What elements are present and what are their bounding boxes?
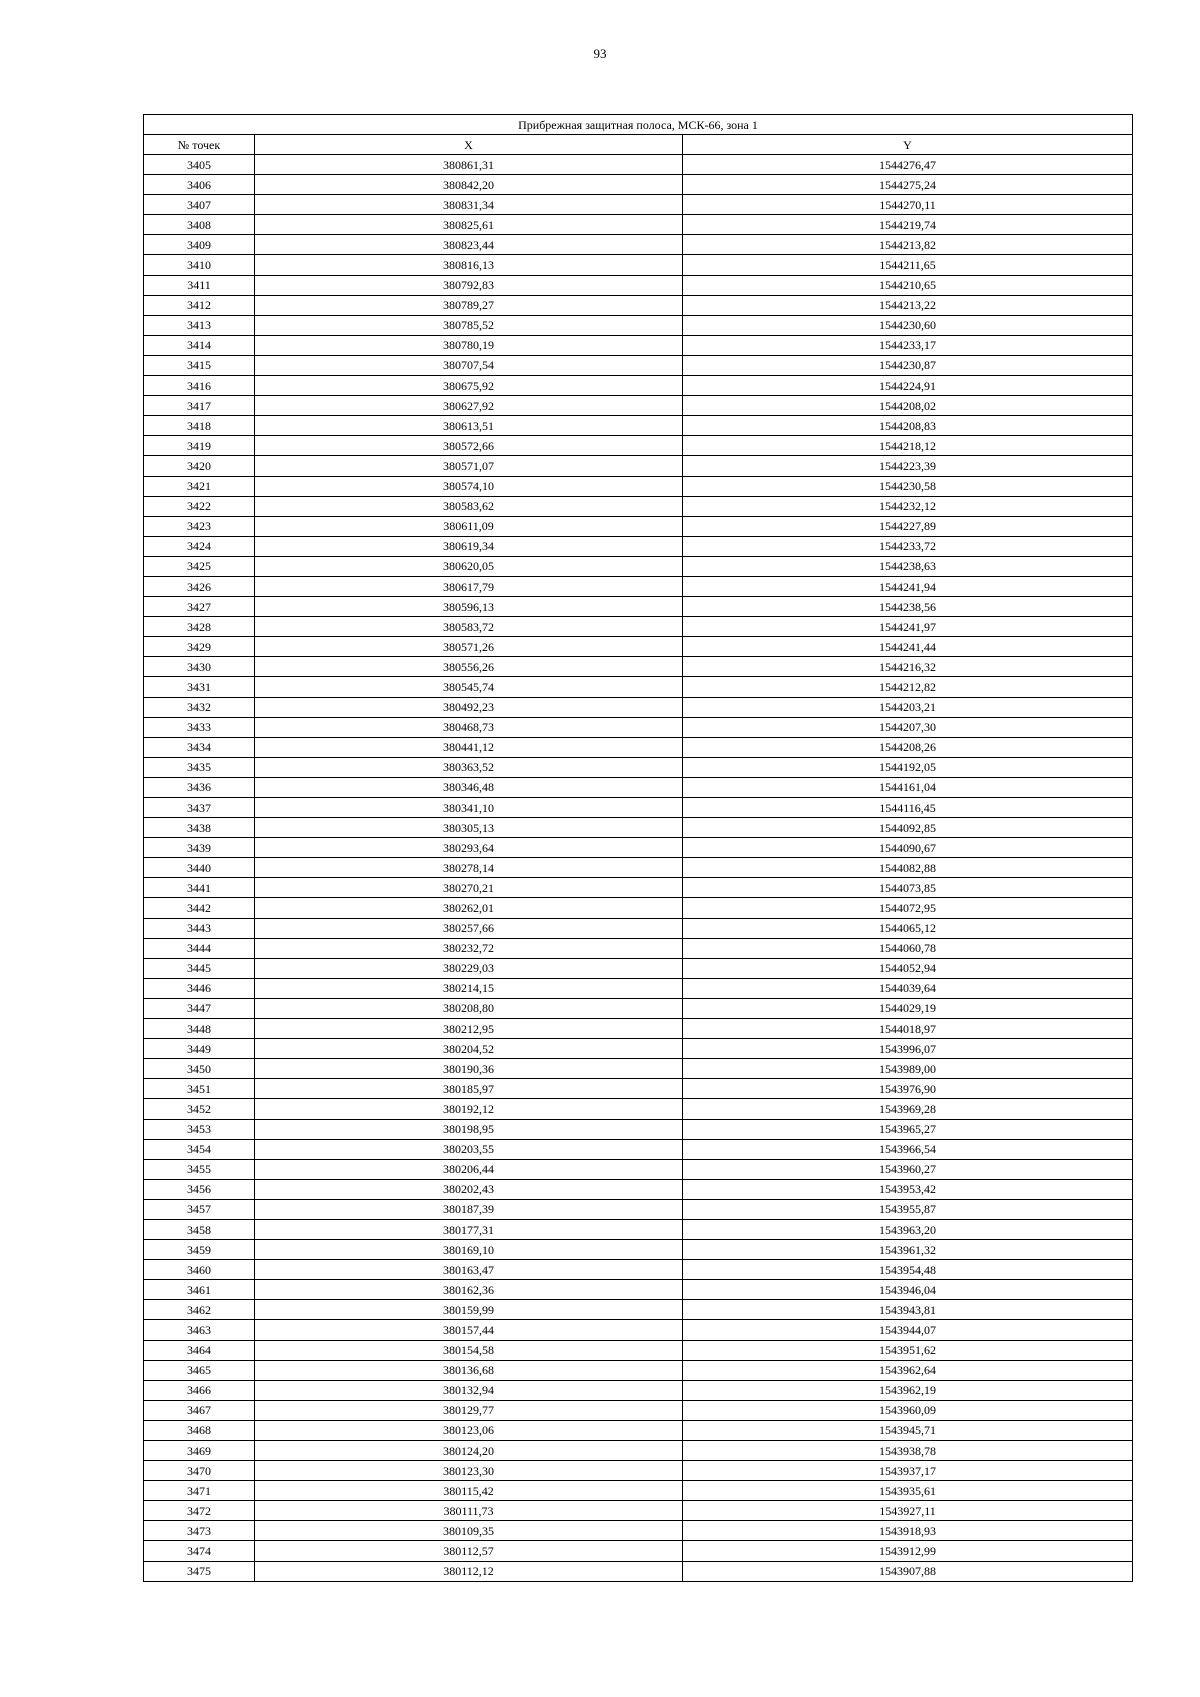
table-row bbox=[144, 195, 1133, 215]
table-row bbox=[144, 1481, 1133, 1501]
cell-x: 380341,10 bbox=[255, 798, 683, 818]
cell-point-number: 3439 bbox=[144, 838, 255, 858]
cell-y: 1543960,09 bbox=[683, 1400, 1133, 1420]
cell-y: 1543944,07 bbox=[683, 1320, 1133, 1340]
cell-y: 1543969,28 bbox=[683, 1099, 1133, 1119]
cell-x: 380825,61 bbox=[255, 215, 683, 235]
cell-x: 380129,77 bbox=[255, 1400, 683, 1420]
table-row bbox=[144, 858, 1133, 878]
table-row bbox=[144, 295, 1133, 315]
cell-y: 1544090,67 bbox=[683, 838, 1133, 858]
cell-point-number: 3409 bbox=[144, 235, 255, 255]
table-row bbox=[144, 335, 1133, 355]
cell-y: 1544203,21 bbox=[683, 697, 1133, 717]
cell-x: 380212,95 bbox=[255, 1019, 683, 1039]
cell-y: 1544216,32 bbox=[683, 657, 1133, 677]
cell-point-number: 3446 bbox=[144, 978, 255, 998]
table-row bbox=[144, 556, 1133, 576]
cell-point-number: 3441 bbox=[144, 878, 255, 898]
table-row bbox=[144, 717, 1133, 737]
cell-y: 1544233,72 bbox=[683, 536, 1133, 556]
cell-y: 1544241,97 bbox=[683, 617, 1133, 637]
cell-point-number: 3419 bbox=[144, 436, 255, 456]
cell-x: 380816,13 bbox=[255, 255, 683, 275]
cell-point-number: 3417 bbox=[144, 396, 255, 416]
cell-x: 380305,13 bbox=[255, 818, 683, 838]
cell-point-number: 3431 bbox=[144, 677, 255, 697]
table-row bbox=[144, 1199, 1133, 1219]
cell-point-number: 3415 bbox=[144, 355, 255, 375]
cell-point-number: 3435 bbox=[144, 757, 255, 777]
table-row bbox=[144, 878, 1133, 898]
cell-point-number: 3473 bbox=[144, 1521, 255, 1541]
cell-y: 1544052,94 bbox=[683, 958, 1133, 978]
cell-point-number: 3457 bbox=[144, 1199, 255, 1219]
cell-y: 1544073,85 bbox=[683, 878, 1133, 898]
cell-y: 1544060,78 bbox=[683, 938, 1133, 958]
cell-x: 380203,55 bbox=[255, 1139, 683, 1159]
table-row bbox=[144, 1079, 1133, 1099]
column-header-point-number: № точек bbox=[144, 135, 255, 155]
table-row bbox=[144, 998, 1133, 1018]
table-header bbox=[144, 115, 1133, 155]
table-row bbox=[144, 155, 1133, 175]
cell-point-number: 3466 bbox=[144, 1380, 255, 1400]
cell-x: 380780,19 bbox=[255, 335, 683, 355]
cell-point-number: 3425 bbox=[144, 556, 255, 576]
cell-y: 1544208,26 bbox=[683, 737, 1133, 757]
cell-x: 380619,34 bbox=[255, 536, 683, 556]
cell-x: 380627,92 bbox=[255, 396, 683, 416]
cell-point-number: 3410 bbox=[144, 255, 255, 275]
cell-point-number: 3464 bbox=[144, 1340, 255, 1360]
table-row bbox=[144, 1340, 1133, 1360]
cell-y: 1543953,42 bbox=[683, 1179, 1133, 1199]
cell-point-number: 3474 bbox=[144, 1541, 255, 1561]
table-row bbox=[144, 1059, 1133, 1079]
cell-y: 1543960,27 bbox=[683, 1159, 1133, 1179]
table-row bbox=[144, 1561, 1133, 1581]
cell-x: 380206,44 bbox=[255, 1159, 683, 1179]
cell-point-number: 3440 bbox=[144, 858, 255, 878]
cell-x: 380792,83 bbox=[255, 275, 683, 295]
cell-x: 380441,12 bbox=[255, 737, 683, 757]
cell-y: 1544161,04 bbox=[683, 777, 1133, 797]
cell-point-number: 3433 bbox=[144, 717, 255, 737]
cell-x: 380842,20 bbox=[255, 175, 683, 195]
cell-x: 380229,03 bbox=[255, 958, 683, 978]
cell-point-number: 3418 bbox=[144, 416, 255, 436]
cell-y: 1544082,88 bbox=[683, 858, 1133, 878]
cell-point-number: 3407 bbox=[144, 195, 255, 215]
cell-y: 1543976,90 bbox=[683, 1079, 1133, 1099]
cell-x: 380187,39 bbox=[255, 1199, 683, 1219]
cell-x: 380124,20 bbox=[255, 1441, 683, 1461]
cell-y: 1544211,65 bbox=[683, 255, 1133, 275]
cell-x: 380190,36 bbox=[255, 1059, 683, 1079]
cell-point-number: 3423 bbox=[144, 516, 255, 536]
cell-y: 1543935,61 bbox=[683, 1481, 1133, 1501]
cell-y: 1544116,45 bbox=[683, 798, 1133, 818]
table-row bbox=[144, 1400, 1133, 1420]
table-title: Прибрежная защитная полоса, МСК-66, зона 1 bbox=[144, 115, 1133, 135]
table-row bbox=[144, 496, 1133, 516]
cell-x: 380617,79 bbox=[255, 576, 683, 596]
cell-y: 1544208,83 bbox=[683, 416, 1133, 436]
cell-x: 380545,74 bbox=[255, 677, 683, 697]
cell-point-number: 3447 bbox=[144, 998, 255, 1018]
column-header-y: Y bbox=[683, 135, 1133, 155]
cell-point-number: 3412 bbox=[144, 295, 255, 315]
cell-y: 1544275,24 bbox=[683, 175, 1133, 195]
cell-point-number: 3461 bbox=[144, 1280, 255, 1300]
table-row bbox=[144, 597, 1133, 617]
cell-x: 380109,35 bbox=[255, 1521, 683, 1541]
cell-x: 380204,52 bbox=[255, 1039, 683, 1059]
cell-point-number: 3405 bbox=[144, 155, 255, 175]
cell-point-number: 3448 bbox=[144, 1019, 255, 1039]
cell-y: 1543918,93 bbox=[683, 1521, 1133, 1541]
table-row bbox=[144, 1380, 1133, 1400]
table-row bbox=[144, 898, 1133, 918]
cell-point-number: 3459 bbox=[144, 1240, 255, 1260]
cell-point-number: 3432 bbox=[144, 697, 255, 717]
page-number: 93 bbox=[593, 46, 607, 61]
table-row bbox=[144, 1219, 1133, 1239]
cell-y: 1543946,04 bbox=[683, 1280, 1133, 1300]
table-row bbox=[144, 1139, 1133, 1159]
cell-y: 1544241,94 bbox=[683, 576, 1133, 596]
cell-point-number: 3460 bbox=[144, 1260, 255, 1280]
cell-point-number: 3453 bbox=[144, 1119, 255, 1139]
table-row bbox=[144, 1320, 1133, 1340]
cell-y: 1544238,63 bbox=[683, 556, 1133, 576]
cell-x: 380620,05 bbox=[255, 556, 683, 576]
cell-point-number: 3468 bbox=[144, 1420, 255, 1440]
table-row bbox=[144, 416, 1133, 436]
table-row bbox=[144, 255, 1133, 275]
table-row bbox=[144, 1280, 1133, 1300]
cell-x: 380468,73 bbox=[255, 717, 683, 737]
cell-point-number: 3430 bbox=[144, 657, 255, 677]
cell-x: 380169,10 bbox=[255, 1240, 683, 1260]
table-row bbox=[144, 1360, 1133, 1380]
cell-x: 380162,36 bbox=[255, 1280, 683, 1300]
table-row bbox=[144, 798, 1133, 818]
cell-point-number: 3437 bbox=[144, 798, 255, 818]
table-row bbox=[144, 838, 1133, 858]
cell-x: 380861,31 bbox=[255, 155, 683, 175]
cell-y: 1544212,82 bbox=[683, 677, 1133, 697]
cell-y: 1544227,89 bbox=[683, 516, 1133, 536]
table-row bbox=[144, 536, 1133, 556]
cell-point-number: 3443 bbox=[144, 918, 255, 938]
table-row bbox=[144, 1099, 1133, 1119]
table-row bbox=[144, 1119, 1133, 1139]
cell-point-number: 3456 bbox=[144, 1179, 255, 1199]
cell-point-number: 3452 bbox=[144, 1099, 255, 1119]
cell-point-number: 3427 bbox=[144, 597, 255, 617]
cell-y: 1544072,95 bbox=[683, 898, 1133, 918]
cell-x: 380132,94 bbox=[255, 1380, 683, 1400]
cell-y: 1544223,39 bbox=[683, 456, 1133, 476]
cell-point-number: 3445 bbox=[144, 958, 255, 978]
cell-y: 1543951,62 bbox=[683, 1340, 1133, 1360]
cell-y: 1544219,74 bbox=[683, 215, 1133, 235]
table-row bbox=[144, 275, 1133, 295]
cell-y: 1543943,81 bbox=[683, 1300, 1133, 1320]
cell-y: 1544238,56 bbox=[683, 597, 1133, 617]
cell-point-number: 3406 bbox=[144, 175, 255, 195]
cell-point-number: 3471 bbox=[144, 1481, 255, 1501]
column-header-x: X bbox=[255, 135, 683, 155]
cell-y: 1544092,85 bbox=[683, 818, 1133, 838]
table-row bbox=[144, 958, 1133, 978]
cell-point-number: 3421 bbox=[144, 476, 255, 496]
table-row bbox=[144, 576, 1133, 596]
cell-point-number: 3416 bbox=[144, 376, 255, 396]
cell-y: 1543955,87 bbox=[683, 1199, 1133, 1219]
cell-x: 380346,48 bbox=[255, 777, 683, 797]
cell-x: 380112,12 bbox=[255, 1561, 683, 1581]
table-row bbox=[144, 1420, 1133, 1440]
cell-x: 380115,42 bbox=[255, 1481, 683, 1501]
cell-y: 1543962,64 bbox=[683, 1360, 1133, 1380]
cell-y: 1543927,11 bbox=[683, 1501, 1133, 1521]
cell-point-number: 3451 bbox=[144, 1079, 255, 1099]
cell-x: 380163,47 bbox=[255, 1260, 683, 1280]
table-row bbox=[144, 215, 1133, 235]
cell-point-number: 3449 bbox=[144, 1039, 255, 1059]
cell-x: 380278,14 bbox=[255, 858, 683, 878]
table-row bbox=[144, 657, 1133, 677]
cell-x: 380208,80 bbox=[255, 998, 683, 1018]
cell-x: 380192,12 bbox=[255, 1099, 683, 1119]
table-row bbox=[144, 355, 1133, 375]
cell-y: 1544233,17 bbox=[683, 335, 1133, 355]
table-body bbox=[144, 155, 1133, 1582]
coordinates-table bbox=[143, 114, 1133, 1582]
cell-x: 380198,95 bbox=[255, 1119, 683, 1139]
cell-x: 380185,97 bbox=[255, 1079, 683, 1099]
cell-y: 1544213,82 bbox=[683, 235, 1133, 255]
cell-point-number: 3469 bbox=[144, 1441, 255, 1461]
table-row bbox=[144, 175, 1133, 195]
table-row bbox=[144, 396, 1133, 416]
table-row bbox=[144, 436, 1133, 456]
cell-x: 380785,52 bbox=[255, 315, 683, 335]
table-row bbox=[144, 1300, 1133, 1320]
table-row bbox=[144, 456, 1133, 476]
cell-x: 380136,68 bbox=[255, 1360, 683, 1380]
table-row bbox=[144, 1441, 1133, 1461]
cell-point-number: 3465 bbox=[144, 1360, 255, 1380]
table-row bbox=[144, 818, 1133, 838]
table-row bbox=[144, 235, 1133, 255]
cell-y: 1544230,60 bbox=[683, 315, 1133, 335]
cell-x: 380823,44 bbox=[255, 235, 683, 255]
cell-x: 380611,09 bbox=[255, 516, 683, 536]
table-row bbox=[144, 1159, 1133, 1179]
cell-point-number: 3472 bbox=[144, 1501, 255, 1521]
cell-x: 380572,66 bbox=[255, 436, 683, 456]
cell-y: 1544230,87 bbox=[683, 355, 1133, 375]
table-row bbox=[144, 1461, 1133, 1481]
cell-y: 1543937,17 bbox=[683, 1461, 1133, 1481]
table-row bbox=[144, 918, 1133, 938]
table-row bbox=[144, 1260, 1133, 1280]
cell-x: 380583,62 bbox=[255, 496, 683, 516]
cell-point-number: 3467 bbox=[144, 1400, 255, 1420]
cell-x: 380232,72 bbox=[255, 938, 683, 958]
cell-x: 380571,07 bbox=[255, 456, 683, 476]
cell-x: 380111,73 bbox=[255, 1501, 683, 1521]
cell-y: 1544210,65 bbox=[683, 275, 1133, 295]
table-row bbox=[144, 476, 1133, 496]
cell-point-number: 3463 bbox=[144, 1320, 255, 1340]
cell-y: 1544241,44 bbox=[683, 637, 1133, 657]
table-row bbox=[144, 677, 1133, 697]
cell-y: 1544018,97 bbox=[683, 1019, 1133, 1039]
cell-y: 1544039,64 bbox=[683, 978, 1133, 998]
cell-x: 380157,44 bbox=[255, 1320, 683, 1340]
cell-x: 380159,99 bbox=[255, 1300, 683, 1320]
cell-y: 1543996,07 bbox=[683, 1039, 1133, 1059]
cell-x: 380556,26 bbox=[255, 657, 683, 677]
cell-x: 380571,26 bbox=[255, 637, 683, 657]
cell-point-number: 3436 bbox=[144, 777, 255, 797]
cell-point-number: 3450 bbox=[144, 1059, 255, 1079]
cell-point-number: 3413 bbox=[144, 315, 255, 335]
cell-point-number: 3454 bbox=[144, 1139, 255, 1159]
cell-y: 1544208,02 bbox=[683, 396, 1133, 416]
cell-y: 1543938,78 bbox=[683, 1441, 1133, 1461]
cell-y: 1544224,91 bbox=[683, 376, 1133, 396]
table-row bbox=[144, 516, 1133, 536]
cell-y: 1543907,88 bbox=[683, 1561, 1133, 1581]
cell-x: 380363,52 bbox=[255, 757, 683, 777]
cell-point-number: 3420 bbox=[144, 456, 255, 476]
cell-point-number: 3411 bbox=[144, 275, 255, 295]
cell-point-number: 3428 bbox=[144, 617, 255, 637]
cell-point-number: 3429 bbox=[144, 637, 255, 657]
cell-x: 380675,92 bbox=[255, 376, 683, 396]
cell-y: 1543945,71 bbox=[683, 1420, 1133, 1440]
cell-x: 380831,34 bbox=[255, 195, 683, 215]
table-row bbox=[144, 978, 1133, 998]
cell-x: 380262,01 bbox=[255, 898, 683, 918]
cell-point-number: 3470 bbox=[144, 1461, 255, 1481]
cell-x: 380293,64 bbox=[255, 838, 683, 858]
cell-y: 1543962,19 bbox=[683, 1380, 1133, 1400]
cell-point-number: 3442 bbox=[144, 898, 255, 918]
cell-y: 1544192,05 bbox=[683, 757, 1133, 777]
cell-y: 1544213,22 bbox=[683, 295, 1133, 315]
cell-y: 1543912,99 bbox=[683, 1541, 1133, 1561]
cell-y: 1543963,20 bbox=[683, 1219, 1133, 1239]
table-row bbox=[144, 376, 1133, 396]
cell-y: 1544207,30 bbox=[683, 717, 1133, 737]
cell-point-number: 3426 bbox=[144, 576, 255, 596]
cell-y: 1543961,32 bbox=[683, 1240, 1133, 1260]
cell-y: 1543989,00 bbox=[683, 1059, 1133, 1079]
table-row bbox=[144, 1501, 1133, 1521]
cell-x: 380112,57 bbox=[255, 1541, 683, 1561]
table-row bbox=[144, 1541, 1133, 1561]
cell-x: 380270,21 bbox=[255, 878, 683, 898]
cell-x: 380596,13 bbox=[255, 597, 683, 617]
cell-y: 1544232,12 bbox=[683, 496, 1133, 516]
cell-x: 380574,10 bbox=[255, 476, 683, 496]
cell-x: 380613,51 bbox=[255, 416, 683, 436]
cell-x: 380214,15 bbox=[255, 978, 683, 998]
column-header-row bbox=[144, 135, 1133, 155]
table-row bbox=[144, 637, 1133, 657]
cell-point-number: 3475 bbox=[144, 1561, 255, 1581]
cell-point-number: 3424 bbox=[144, 536, 255, 556]
cell-point-number: 3408 bbox=[144, 215, 255, 235]
cell-y: 1544230,58 bbox=[683, 476, 1133, 496]
cell-x: 380257,66 bbox=[255, 918, 683, 938]
cell-y: 1543966,54 bbox=[683, 1139, 1133, 1159]
table-row bbox=[144, 938, 1133, 958]
cell-x: 380707,54 bbox=[255, 355, 683, 375]
table-row bbox=[144, 617, 1133, 637]
cell-point-number: 3462 bbox=[144, 1300, 255, 1320]
cell-x: 380202,43 bbox=[255, 1179, 683, 1199]
table-row bbox=[144, 315, 1133, 335]
cell-x: 380154,58 bbox=[255, 1340, 683, 1360]
table-row bbox=[144, 697, 1133, 717]
cell-point-number: 3444 bbox=[144, 938, 255, 958]
cell-x: 380177,31 bbox=[255, 1219, 683, 1239]
cell-point-number: 3455 bbox=[144, 1159, 255, 1179]
cell-x: 380123,06 bbox=[255, 1420, 683, 1440]
cell-x: 380789,27 bbox=[255, 295, 683, 315]
cell-x: 380583,72 bbox=[255, 617, 683, 637]
cell-x: 380123,30 bbox=[255, 1461, 683, 1481]
table-row bbox=[144, 777, 1133, 797]
cell-x: 380492,23 bbox=[255, 697, 683, 717]
cell-point-number: 3438 bbox=[144, 818, 255, 838]
table-row bbox=[144, 1019, 1133, 1039]
table-row bbox=[144, 1039, 1133, 1059]
cell-point-number: 3422 bbox=[144, 496, 255, 516]
table-row bbox=[144, 1521, 1133, 1541]
cell-y: 1544065,12 bbox=[683, 918, 1133, 938]
table-row bbox=[144, 737, 1133, 757]
table-row bbox=[144, 1179, 1133, 1199]
table-row bbox=[144, 757, 1133, 777]
cell-y: 1543954,48 bbox=[683, 1260, 1133, 1280]
cell-y: 1543965,27 bbox=[683, 1119, 1133, 1139]
cell-point-number: 3458 bbox=[144, 1219, 255, 1239]
cell-y: 1544218,12 bbox=[683, 436, 1133, 456]
table-row bbox=[144, 1240, 1133, 1260]
cell-y: 1544276,47 bbox=[683, 155, 1133, 175]
table-title-row bbox=[144, 115, 1133, 135]
cell-point-number: 3414 bbox=[144, 335, 255, 355]
cell-y: 1544029,19 bbox=[683, 998, 1133, 1018]
cell-y: 1544270,11 bbox=[683, 195, 1133, 215]
cell-point-number: 3434 bbox=[144, 737, 255, 757]
